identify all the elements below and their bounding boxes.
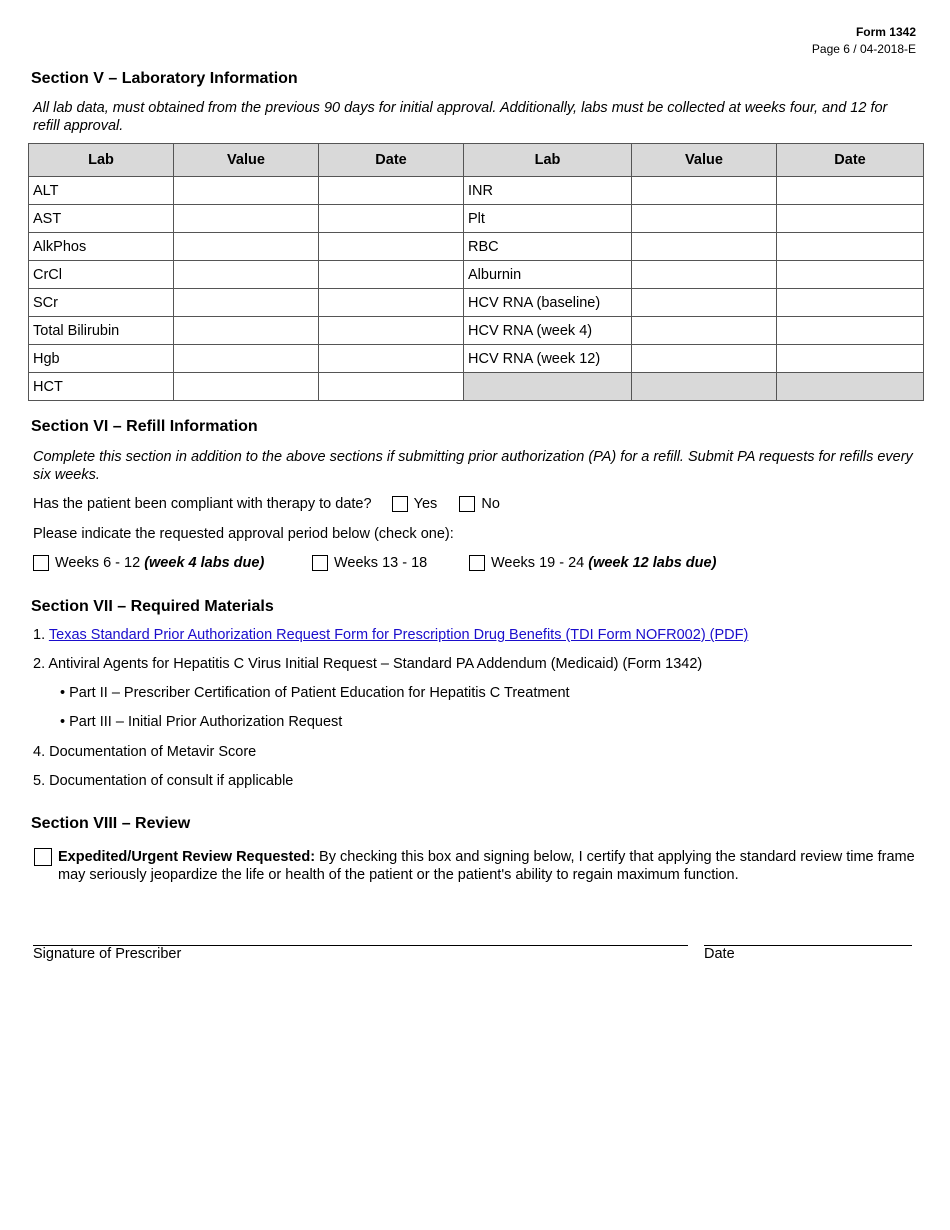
lab-name: Alburnin — [464, 261, 632, 289]
material-item-4: 4. Documentation of Metavir Score — [33, 744, 257, 760]
table-row — [29, 233, 924, 261]
material-item-1 — [33, 627, 748, 643]
col-value-right: Value — [632, 144, 777, 177]
expedited-text: By checking this box and signing below, I certify that applying the standard review time frame may seriously jeopardize the life or health of the patient or the patient's ability to regain maximum function. — [58, 849, 915, 883]
value-field[interactable] — [174, 177, 319, 205]
material-item-2: 2. Antiviral Agents for Hepatitis C Virus Initial Request – Standard PA Addendum (Medicaid) (Form 1342) — [33, 656, 703, 672]
lab-name: RBC — [464, 233, 632, 261]
period-2-checkbox[interactable] — [312, 555, 328, 571]
date-field[interactable] — [777, 205, 924, 233]
period-1-checkbox[interactable] — [33, 555, 49, 571]
section-vi-intro: Complete this section in addition to the above sections if submitting prior authorization (PA) for a refill. Submit PA requests for refills every six weeks. — [33, 449, 913, 483]
table-row — [29, 177, 924, 205]
table-row — [29, 289, 924, 317]
form-number: Form 1342 — [855, 25, 916, 39]
lab-name: HCV RNA (week 12) — [464, 345, 632, 373]
value-field[interactable] — [632, 233, 777, 261]
period-2-label: Weeks 13 - 18 — [334, 555, 428, 571]
expedited-checkbox[interactable] — [34, 848, 52, 866]
col-date-left: Date — [319, 144, 464, 177]
section-vii-title: Section VII – Required Materials — [31, 598, 274, 615]
shaded-cell — [777, 373, 924, 401]
period-3-label: Weeks 19 - 24 — [491, 555, 585, 571]
lab-name: ALT — [29, 177, 174, 205]
compliance-row — [33, 496, 500, 512]
date-line[interactable] — [704, 945, 912, 946]
lab-name: SCr — [29, 289, 174, 317]
table-row — [29, 373, 924, 401]
period-1-label: Weeks 6 - 12 — [55, 555, 141, 571]
tdi-form-link[interactable]: Texas Standard Prior Authorization Request Form for Prescription Drug Benefits (TDI Form NOFR002) (PDF) — [48, 627, 749, 643]
value-field[interactable] — [174, 345, 319, 373]
section-vi-title: Section VI – Refill Information — [31, 418, 258, 435]
page-info: Page 6 / 04-2018-E — [811, 42, 916, 56]
lab-name: HCT — [29, 373, 174, 401]
period-3-note: (week 12 labs due) — [588, 555, 717, 571]
section-v-title: Section V – Laboratory Information — [31, 70, 298, 87]
table-row — [29, 345, 924, 373]
period-prompt: Please indicate the requested approval period below (check one): — [33, 526, 454, 542]
section-v-intro: All lab data, must obtained from the previous 90 days for initial approval. Additionally, labs must be collected at weeks four, and 12 for refill approval. — [33, 100, 888, 134]
shaded-cell — [464, 373, 632, 401]
table-row — [29, 317, 924, 345]
col-lab-right: Lab — [464, 144, 632, 177]
no-label: No — [481, 496, 500, 512]
date-field[interactable] — [319, 233, 464, 261]
bullet-2-text: Part III – Initial Prior Authorization Request — [69, 714, 343, 730]
bullet-icon: • — [60, 714, 66, 730]
bullet-item — [60, 685, 570, 701]
value-field[interactable] — [174, 373, 319, 401]
item-1-number: 1. — [33, 627, 46, 643]
value-field[interactable] — [174, 233, 319, 261]
value-field[interactable] — [632, 345, 777, 373]
expedited-bold: Expedited/Urgent Review Requested: — [58, 849, 316, 865]
date-field[interactable] — [319, 289, 464, 317]
value-field[interactable] — [174, 289, 319, 317]
period-option-2[interactable] — [312, 555, 427, 571]
table-row — [29, 261, 924, 289]
value-field[interactable] — [632, 289, 777, 317]
material-item-5: 5. Documentation of consult if applicable — [33, 773, 294, 789]
date-field[interactable] — [777, 345, 924, 373]
period-option-3[interactable] — [469, 555, 716, 571]
value-field[interactable] — [632, 177, 777, 205]
bullet-1-text: Part II – Prescriber Certification of Patient Education for Hepatitis C Treatment — [69, 685, 570, 701]
date-field[interactable] — [777, 233, 924, 261]
signature-label: Signature of Prescriber — [33, 946, 182, 962]
lab-name: AlkPhos — [29, 233, 174, 261]
date-field[interactable] — [319, 345, 464, 373]
lab-name: AST — [29, 205, 174, 233]
yes-label: Yes — [413, 496, 438, 512]
value-field[interactable] — [632, 205, 777, 233]
bullet-item — [60, 714, 342, 730]
col-value-left: Value — [174, 144, 319, 177]
lab-name: CrCl — [29, 261, 174, 289]
date-field[interactable] — [777, 289, 924, 317]
date-field[interactable] — [319, 373, 464, 401]
period-option-1[interactable] — [33, 555, 264, 571]
compliance-question: Has the patient been compliant with therapy to date? — [33, 496, 372, 512]
col-date-right: Date — [777, 144, 924, 177]
lab-name: Total Bilirubin — [29, 317, 174, 345]
value-field[interactable] — [174, 261, 319, 289]
date-label: Date — [704, 946, 735, 962]
section-viii-title: Section VIII – Review — [31, 815, 191, 832]
table-row — [29, 205, 924, 233]
col-lab-left: Lab — [29, 144, 174, 177]
date-field[interactable] — [319, 177, 464, 205]
date-field[interactable] — [777, 317, 924, 345]
period-3-checkbox[interactable] — [469, 555, 485, 571]
date-field[interactable] — [777, 261, 924, 289]
lab-name: INR — [464, 177, 632, 205]
date-field[interactable] — [319, 317, 464, 345]
date-field[interactable] — [777, 177, 924, 205]
bullet-icon: • — [60, 685, 66, 701]
lab-table — [28, 143, 924, 401]
value-field[interactable] — [174, 317, 319, 345]
value-field[interactable] — [632, 317, 777, 345]
lab-table-header — [29, 144, 924, 177]
expedited-statement — [58, 848, 918, 884]
date-field[interactable] — [319, 205, 464, 233]
lab-name: Hgb — [29, 345, 174, 373]
shaded-cell — [632, 373, 777, 401]
lab-name: Plt — [464, 205, 632, 233]
date-field[interactable] — [319, 261, 464, 289]
period-1-note: (week 4 labs due) — [144, 555, 265, 571]
value-field[interactable] — [632, 261, 777, 289]
value-field[interactable] — [174, 205, 319, 233]
no-checkbox[interactable] — [459, 496, 475, 512]
lab-name: HCV RNA (baseline) — [464, 289, 632, 317]
yes-checkbox[interactable] — [392, 496, 408, 512]
lab-name: HCV RNA (week 4) — [464, 317, 632, 345]
